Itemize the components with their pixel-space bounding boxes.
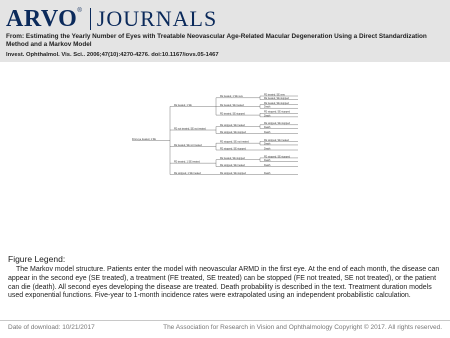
diagram-leaf-node: Death <box>264 147 271 151</box>
diagram-child-node: FE stopped, SE stopped <box>220 147 246 151</box>
diagram-leaf-node: FE stopped, SE treated <box>264 138 289 142</box>
diagram-leaf-node: Death <box>264 105 271 109</box>
markov-model-diagram <box>130 92 330 252</box>
diagram-leaf-node: Death <box>264 125 271 129</box>
logo-registered-mark: ® <box>77 8 82 14</box>
diagram-child-node: FE treated, SE stopped <box>220 157 245 161</box>
diagram-child-node: FE stopped, SE not treated <box>220 140 249 144</box>
diagram-leaf-node: FE treated, SE stopped <box>264 102 289 106</box>
diagram-leaf-node: FE treated, SE new <box>264 93 285 97</box>
logo-divider <box>90 8 91 30</box>
diagram-child-node: FE stopped, SE treated <box>220 124 245 127</box>
diagram-leaf-node: FE stopped, SE stopped <box>264 110 290 114</box>
figure-legend-text: The Markov model structure. Patients enter the model with neovascular ARMD in the first eye. At the end of each month, the disease can appear in the second eye (SE treated), a treatment (FE treated, SE treated) can be stopped (FE not treated, SE not treated), or the patient can die (death). All second eyes developing the disease are treated. Death probability is described in the text. Treatment duration models used exponential functions. Five-year to 1-month incidence rates were extrapolated using an independent probabilistic calculation. <box>8 266 440 300</box>
diagram-leaf-node: Death <box>264 142 271 146</box>
diagram-child-node: FE treated, SE treated <box>220 103 244 107</box>
diagram-child-node: FE stopped, SE treated <box>220 163 245 167</box>
diagram-child-node: FE stopped, SE stopped <box>220 171 246 175</box>
diagram-branch-node: FE treated, 1 SE treated <box>174 160 200 164</box>
diagram-branch-node: FE stopped, 1 SE treated <box>174 171 201 175</box>
article-citation: Invest. Ophthalmol. Vis. Sci.. 2006;47(10):4270-4276. doi:10.1167/iovs.05-1467 <box>6 52 219 58</box>
diagram-leaf-node: Death <box>264 171 271 175</box>
logo-arvo-text: ARVO <box>6 5 78 32</box>
figure-legend-title: Figure Legend: <box>8 254 66 264</box>
footer-divider <box>0 320 450 321</box>
diagram-leaf-node: FE stopped, SE stopped <box>264 122 290 126</box>
logo-journals-text: JOURNALS <box>96 6 218 31</box>
diagram-leaf-node: FE stopped, SE stopped <box>264 155 290 159</box>
download-date: Date of download: 10/21/2017 <box>8 324 95 331</box>
diagram-leaf-node: Death <box>264 130 271 134</box>
diagram-branch-node: FE treated, 1 SE <box>174 103 192 107</box>
diagram-root-node: First eye treated, 1 SE <box>132 137 156 141</box>
diagram-child-node: FE stopped, SE stopped <box>220 130 246 134</box>
arvo-journals-logo[interactable] <box>6 6 217 32</box>
diagram-child-node: FE treated, 1 SE new <box>220 95 243 99</box>
diagram-leaf-node: Death <box>264 163 271 167</box>
diagram-branch-node: FE treated, SE not treated <box>174 143 202 147</box>
diagram-leaf-node: Death <box>264 114 271 118</box>
diagram-leaf-node: FE treated, SE stopped <box>264 97 289 100</box>
diagram-leaf-node: Death <box>264 158 271 162</box>
header-bar <box>0 0 450 62</box>
copyright-notice: The Association for Research in Vision and Ophthalmology Copyright © 2017. All rights reserved. <box>163 324 442 331</box>
article-title: From: Estimating the Yearly Number of Eyes with Treatable Neovascular Age-Related Macular Degeneration Using a Direct Standardization Method and a Markov Model <box>6 33 427 48</box>
diagram-branch-node: FE not treated, SE not treated <box>174 127 206 131</box>
diagram-child-node: FE treated, SE stopped <box>220 112 245 116</box>
